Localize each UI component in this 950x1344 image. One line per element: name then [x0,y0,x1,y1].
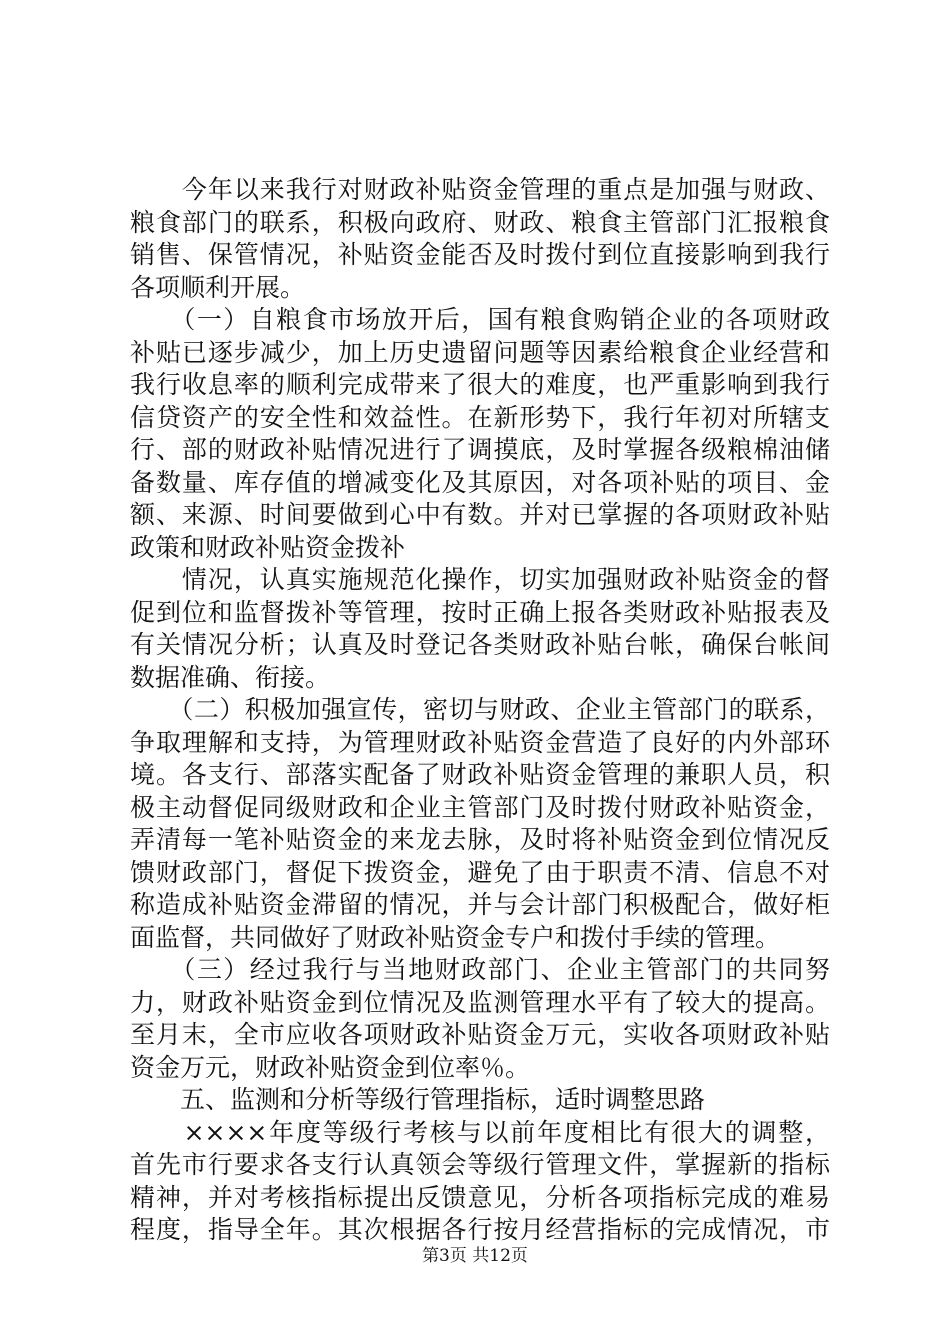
text-line: 情况，认真实施规范化操作，切实加强财政补贴资金的督 [130,565,830,594]
text-line: 首先市行要求各支行认真领会等级行管理文件，掌握新的指标 [130,1150,830,1179]
text-line: （三）经过我行与当地财政部门、企业主管部门的共同努 [130,955,830,984]
text-line: 境。各支行、部落实配备了财政补贴资金管理的兼职人员，积 [130,760,830,789]
text-line: ××××年度等级行考核与以前年度相比有很大的调整， [130,1117,830,1147]
text-line: 极主动督促同级财政和企业主管部门及时拨付财政补贴资金， [130,792,830,822]
text-line: 程度，指导全年。其次根据各行按月经营指标的完成情况，市 [130,1215,830,1244]
text-line: （二）积极加强宣传，密切与财政、企业主管部门的联系， [130,695,830,724]
text-line: 至月末，全市应收各项财政补贴资金万元，实收各项财政补贴 [130,1020,830,1049]
text-line: 称造成补贴资金滞留的情况，并与会计部门积极配合，做好柜 [130,890,830,919]
text-line: 我行收息率的顺利完成带来了很大的难度，也严重影响到我行 [130,370,830,399]
text-line: 有关情况分析；认真及时登记各类财政补贴台帐，确保台帐间 [130,630,830,659]
text-line: 面监督，共同做好了财政补贴资金专户和拨付手续的管理。 [130,922,781,952]
text-line: 精神，并对考核指标提出反馈意见，分析各项指标完成的难易 [130,1182,830,1212]
text-line: 各项顺利开展。 [130,272,306,302]
text-line: 行、部的财政补贴情况进行了调摸底，及时掌握各级粮棉油储 [130,435,830,464]
text-line: 销售、保管情况，补贴资金能否及时拨付到位直接影响到我行 [130,240,830,269]
text-line: 今年以来我行对财政补贴资金管理的重点是加强与财政、 [130,175,830,204]
text-line: 备数量、库存值的增减变化及其原因，对各项补贴的项目、金 [130,467,830,497]
text-line: （一）自粮食市场放开后，国有粮食购销企业的各项财政 [130,305,830,334]
body-text [130,174,830,1247]
text-line: 促到位和监督拨补等管理，按时正确上报各类财政补贴报表及 [130,597,830,627]
text-line: 信贷资产的安全性和效益性。在新形势下，我行年初对所辖支 [130,402,830,432]
text-line: 额、来源、时间要做到心中有数。并对已掌握的各项财政补贴 [130,500,830,529]
text-line: 政策和财政补贴资金拨补 [130,532,406,562]
text-line: 馈财政部门，督促下拨资金，避免了由于职责不清、信息不对 [130,857,830,887]
text-line: 争取理解和支持，为管理财政补贴资金营造了良好的内外部环 [130,727,830,757]
text-line: 弄清每一笔补贴资金的来龙去脉，及时将补贴资金到位情况反 [130,825,830,854]
page-footer: 第3页 共12页 [422,1246,528,1266]
text-line: 力，财政补贴资金到位情况及监测管理水平有了较大的提高。 [130,987,830,1017]
text-line: 五、监测和分析等级行管理指标，适时调整思路 [130,1085,706,1114]
text-line: 补贴已逐步减少，加上历史遗留问题等因素给粮食企业经营和 [130,337,830,367]
text-line: 资金万元，财政补贴资金到位率％。 [130,1052,531,1082]
text-line: 数据准确、衔接。 [130,662,331,692]
text-line: 粮食部门的联系，积极向政府、财政、粮食主管部门汇报粮食 [130,207,830,237]
